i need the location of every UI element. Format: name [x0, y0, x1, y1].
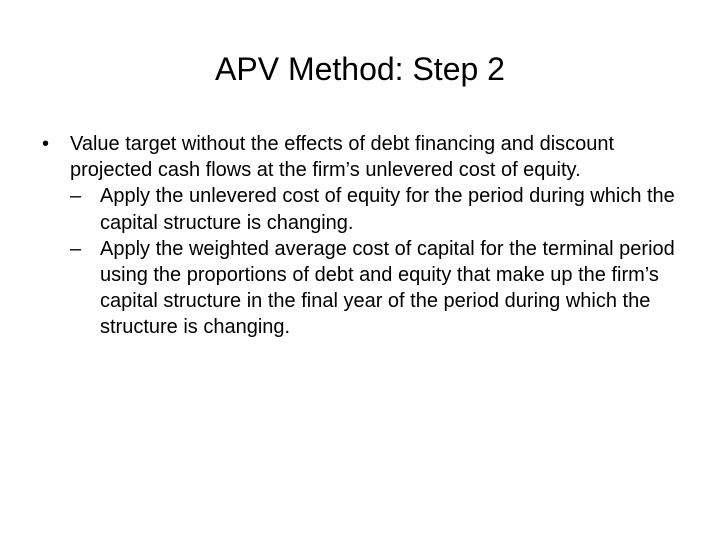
sub-bullet-item [30, 183, 710, 235]
dash-icon: – [70, 185, 82, 208]
bullet-item [30, 131, 710, 183]
bullet-text: Value target without the effects of debt financing and discount projected cash flows at the firm’s unlevered cost of equity. [70, 133, 615, 182]
bullet-icon: • [42, 133, 50, 155]
sub-bullet-text: Apply the weighted average cost of capital for the terminal period using the proportions of debt and equity that make up the firm’s capital structure in the final year of the period during which the structure is changing. [100, 237, 675, 339]
sub-bullet-text: Apply the unlevered cost of equity for the period during which the capital structure is changing. [100, 185, 675, 234]
sub-bullet-item [30, 236, 710, 341]
bullet-list [30, 131, 710, 341]
sub-bullet-list [30, 183, 710, 340]
dash-icon: – [70, 237, 82, 260]
slide-title: APV Method: Step 2 [215, 51, 505, 87]
